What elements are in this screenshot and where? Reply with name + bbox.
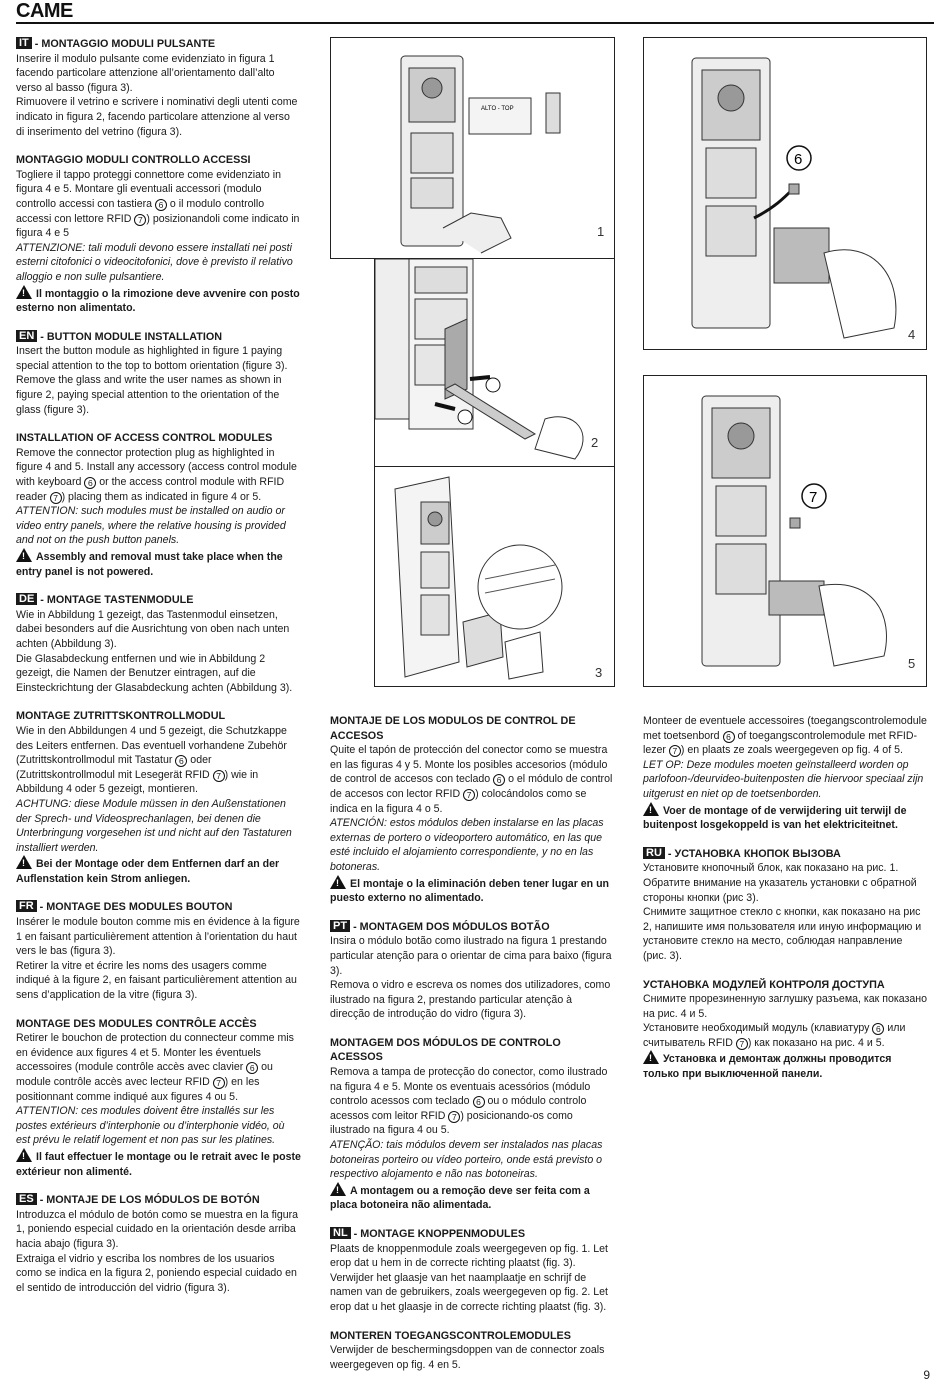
de-heading-2: MONTAGE ZUTRITTSKONTROLLMODUL [16,710,226,723]
circled-7: 7 [213,770,225,782]
circled-7: 7 [669,745,681,757]
figure-4 [643,37,927,350]
nl-heading: NL - MONTAGE KNOPPENMODULES [330,1227,615,1242]
it-heading-2: MONTAGGIO MODULI CONTROLLO ACCESSI [16,154,251,167]
figure-4-illustration [644,38,927,350]
page-number: 9 [923,1368,930,1382]
it-text-2: Rimuovere il vetrino e scrivere i nominativi degli utenti come indicato in figura 2, facendo particolare attenzione al verso di inserimento del vetrino (figura 3). [16,96,298,138]
lang-tag-fr: FR [16,900,37,912]
pt-text-3: Remova a tampa de protecção do conector, como ilustrado na figura 4 e 5. Monte os eventuais acessórios (módulo controlo acessos com teclado 6 ou o módulo controlo acessos com leitor RFID 7 ) posicionando-os como ilustrado na figura 4 ou 5. [330,1066,608,1137]
pt-attention: ATENÇÃO: tais módulos devem ser instalados nas placas botoneiras porteiro ou vídeo porteiro, onde está previsto o respectivo alojamento e não nas botoneiras. [330,1139,603,1181]
nl-text-2: Verwijder de beschermingsdoppen van de connector zoals weergegeven op fig. 4 en 5. [330,1344,605,1371]
ru-heading-2: УСТАНОВКА МОДУЛЕЙ КОНТРОЛЯ ДОСТУПА [643,978,885,991]
pt-text-1: Insira o módulo botão como ilustrado na figura 1 prestando particular atenção para o orientar de cima para baixo (figura 3). [330,935,612,977]
it-warning: !Il montaggio o la rimozione deve avvenire con posto esterno non alimentato. [16,285,301,316]
circled-6: 6 [723,731,735,743]
nl-warning: !Voer de montage of de verwijdering uit terwijl de buitenpost losgekoppeld is van het elektriciteitnet. [643,802,927,833]
warning-icon [643,1050,659,1064]
es-heading-2: MONTAJE DE LOS MODULOS DE CONTROL DE ACCESOS [330,715,576,742]
nl-attention: LET OP: Deze modules moeten geïnstalleerd worden op parlofoon-/deurvideo-buitenposten die hiervoor speciaal zijn uitgerust en niet op de toetsenborden. [643,758,924,800]
ru-text-2: Снимите защитное стекло с кнопки, как показано на рис 2, напишите имя пользователя или иную информацию и установите стекло на место, соблюдая направление (рис. 3). [643,906,922,962]
figure-2-illustration [375,259,615,467]
es-attention: ATENCIÓN: estos módulos deben instalarse en las placas externas de portero o videoportero automático, en las que esté incluido el alojamiento correspondiente, y no en las botoneras. [330,817,604,873]
circled-6: 6 [175,755,187,767]
it-text-3: Togliere il tappo proteggi connettore come evidenziato in figura 4 e 5. Montare gli eventuali accessori (modulo controllo accessi con tastiera 6 o il modulo controllo accessi con lettore RFID 7 ) posizionandoli come indicato in figura 4 e 5 [16,168,300,240]
ru-text-4: Установите необходимый модуль (клавиатуру 6 или считыватель RFID 7 ) как показано на рис. 4 и 5. [643,1022,906,1049]
en-heading-2: INSTALLATION OF ACCESS CONTROL MODULES [16,432,273,445]
de-text-1: Wie in Abbildung 1 gezeigt, das Tastenmodul einsetzen, dabei besonders auf die Ausrichtung von oben nach unten achten (Abbildung 3). [16,608,290,650]
circled-7: 7 [213,1077,225,1089]
lang-tag-pt: PT [330,920,350,932]
en-attention: ATTENTION: such modules must be installed on audio or video entry panels, where the relative housing is provided and not on the push button panels. [16,505,286,547]
lang-tag-ru: RU [643,847,665,859]
circled-7: 7 [448,1111,460,1123]
circled-6: 6 [473,1096,485,1108]
de-warning: !Bei der Montage oder dem Entfernen darf an der Auflenstation kein Strom anliegen. [16,855,301,886]
pt-heading: PT - MONTAGEM DOS MÓDULOS BOTÃO [330,920,615,935]
alto-top-label: ALTO - TOP [481,106,514,112]
de-attention: ACHTUNG: diese Module müssen in den Außenstationen der Sprech- und Videosprechanlagen, bei denen die Unterbringung vorgesehen ist und nicht auf den Tastaturen installiert werden. [16,797,292,854]
ru-warning: !Установка и демонтаж должны проводится только при выключенной панели. [643,1050,927,1081]
warning-icon [16,855,32,869]
warning-icon [16,1148,32,1162]
circled-7: 7 [463,789,475,801]
figure-5-number: 5 [908,656,916,671]
en-warning: !Assembly and removal must take place when the entry panel is not powered. [16,548,301,579]
ru-text-3: Снимите прорезиненную заглушку разъема, как показано на рис. 4 и 5. [643,993,927,1020]
es-warning: !El montaje o la eliminación deben tener lugar en un puesto externo no alimentado. [330,875,615,906]
circled-6: 6 [493,774,505,786]
circled-6: 6 [872,1023,884,1035]
right-column [643,714,927,1082]
en-text-1: Insert the button module as highlighted in figure 1 paying special attention to the top to bottom orientation (figure 3). Remove the glass and write the user names as shown in figure 2, paying special attention to the orientation of the glass (figure 3). [16,345,288,416]
fr-text-2: Retirer la vitre et écrire les noms des usagers comme indiqué à la figure 2, en faisant particulièrement attention au sens d’application de la vitre (figura 3). [16,959,297,1002]
en-heading: EN - BUTTON MODULE INSTALLATION [16,330,301,345]
circled-7: 7 [134,214,146,226]
brand-logo: CAME [16,0,73,22]
es-heading: ES - MONTAJE DE LOS MÓDULOS DE BOTÓN [16,1193,301,1208]
en-text-2: Remove the connector protection plug as highlighted in figure 4 and 5. Install any accessory (access control module with keyboard 6 or the access control module with RFID reader 7 ) placing them as indicated in figure 4 or 5. [16,446,297,503]
lang-tag-nl: NL [330,1227,351,1239]
nl-heading-2: MONTEREN TOEGANGSCONTROLEMODULES [330,1329,571,1342]
warning-icon [643,802,659,816]
figure-1-number: 1 [597,224,605,239]
fr-text-3: Retirer le bouchon de protection du connecteur comme mis en évidence aux figures 4 et 5. Monter les éventuels accessoires (module contrôle accès avec clavier 6 ou module contrôle accès avec lecteur RFID 7 ) en les positionnant comme indiqué aux figures 4 ou 5. [16,1032,294,1103]
pt-text-2: Remova o vidro e escreva os nomes dos utilizadores, como ilustrado na figura 2, prestando particular atenção à direcção de introdução do vidro (figura 3). [330,979,611,1021]
warning-icon [16,548,32,562]
circled-7: 7 [736,1038,748,1050]
badge-7: 7 [809,489,818,506]
middle-column [330,714,615,1372]
figure-5-illustration [644,376,927,687]
de-text-3: Wie in den Abbildungen 4 und 5 gezeigt, die Schutzkappe des Leiters entfernen. Das eventuell vorhandene Zubehör (Zutrittskontrollmodul mit Tastatur 6 oder (Zutrittskontrollmodul mit Lesegerät RFID 7 ) wie in Abbildung 4 oder 5 gezeigt, montieren. [16,724,287,796]
es-text-2: Extraiga el vidrio y escriba los nombres de los usuarios como se indica en la figura 2, poniendo especial cuidado en el sentido de introducción del vidrio (figura 3). [16,1252,297,1294]
figure-3-number: 3 [595,665,603,680]
figure-4-number: 4 [908,327,916,342]
figure-5 [643,375,927,687]
fr-attention: ATTENTION: ces modules doivent être installés sur les postes extérieurs d’interphonie ou d’interphonie vidéo, où est prévu le relatif logement et non pas sur les platines. [16,1105,285,1147]
lang-tag-es: ES [16,1193,37,1205]
warning-icon [330,875,346,889]
circled-7: 7 [50,492,62,504]
it-heading: IT - MONTAGGIO MODULI PULSANTE [16,37,301,52]
de-heading: DE - MONTAGE TASTENMODULE [16,593,301,608]
figure-3-illustration [375,467,615,687]
lang-tag-it: IT [16,37,32,49]
badge-6: 6 [794,151,803,168]
circled-6: 6 [155,199,167,211]
warning-icon [16,285,32,299]
lang-tag-de: DE [16,593,37,605]
nl-text-3: Monteer de eventuele accessoires (toegangscontrolemodule met toetsenbord 6 of toegangscontrolemodule met RFID-lezer 7 ) en plaats ze zoals weergegeven op fig. 4 of 5. [643,715,927,757]
pt-warning: !A montagem ou a remoção deve ser feita com a placa botoneira não alimentada. [330,1182,615,1213]
de-text-2: Die Glasabdeckung entfernen und wie in Abbildung 2 gezeigt, die Namen der Benutzer eintragen, auf die Einsteckrichtung der Glasabdeckung achten (Abbildung 3). [16,652,293,694]
ru-text-1: Установите кнопочный блок, как показано на рис. 1. Обратите внимание на указатель установки с обратной стороны кнопки (рис 3). [643,862,917,904]
figure-1 [330,37,615,259]
circled-6: 6 [246,1062,258,1074]
figure-2 [374,259,615,467]
warning-icon [330,1182,346,1196]
header-rule [16,22,934,24]
figure-2-number: 2 [591,435,599,450]
es-text-3: Quite el tapón de protección del conector como se muestra en las figuras 4 y 5. Monte los posibles accesorios (módulo de control de accesos con teclado 6 o el módulo de control de accesos con lector RFID 7 ) colocándolos como se indica en la figura 4 o 5. [330,744,613,815]
it-text-1: Inserire il modulo pulsante come evidenziato in figura 1 facendo particolare attenzione all’orientamento dall’alto verso al basso (figura 3). [16,52,275,94]
circled-6: 6 [84,477,96,489]
nl-text-1: Plaats de knoppenmodule zoals weergegeven op fig. 1. Let erop dat u hem in de correcte richting plaatst (fig. 3). Verwijder het glaasje van het naamplaatje en schrijf de namen van de gebruikers, zoals weergegeven op fig. 2. Let erop dat u het glaasje in de correcte richting plaatst (fig. 3). [330,1242,608,1313]
it-attention: ATTENZIONE: tali moduli devono essere installati nei posti esterni citofonici o videocitofonici, dove è previsto il relativo alloggio e non sulle pulsantiere. [16,241,293,283]
fr-heading-2: MONTAGE DES MODULES CONTRÔLE ACCÈS [16,1017,257,1030]
figure-3 [374,467,615,687]
ru-heading: RU - УСТАНОВКА КНОПОК ВЫЗОВА [643,847,927,862]
es-text-1: Introduzca el módulo de botón como se muestra en la figura 1, poniendo especial cuidado en la orientación desde arriba hacia abajo (figura 3). [16,1208,299,1250]
fr-heading: FR - MONTAGE DES MODULES BOUTON [16,900,301,915]
figure-1-illustration [331,38,615,259]
pt-heading-2: MONTAGEM DOS MÓDULOS DE CONTROLO ACESSOS [330,1036,561,1064]
fr-text-1: Insérer le module bouton comme mis en évidence à la figure 1 en faisant particulièrement attention à l’orientation du haut vers le bas (figura 3). [16,916,300,958]
fr-warning: !Il faut effectuer le montage ou le retrait avec le poste extérieur non alimenté. [16,1148,301,1179]
left-column [16,37,301,1295]
lang-tag-en: EN [16,330,37,342]
